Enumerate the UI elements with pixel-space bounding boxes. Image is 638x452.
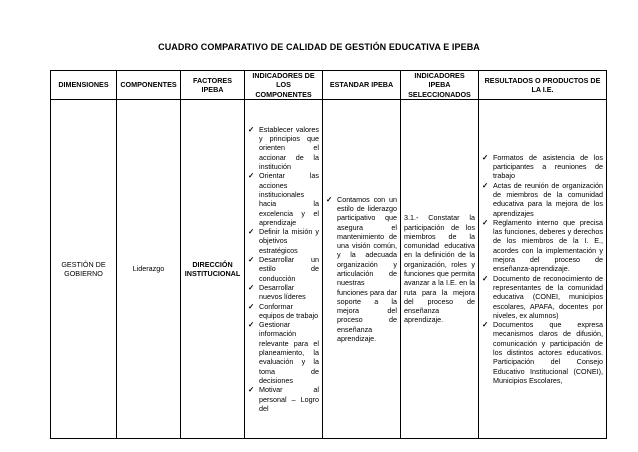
list-item: ✓ Documentos que expresa mecanismos claros de difusión, comunicación y participación de los distintos actores educativos. Participación del Consejo Educativo Institucional (CONEI), Municipios Escolares,	[482, 320, 603, 385]
cell-indicador-ipeba	[401, 100, 479, 439]
cell-indicadores	[245, 100, 323, 439]
estandar-list	[326, 195, 397, 344]
cell-estandar	[323, 100, 401, 439]
header-indicadores-componentes: INDICADORES DE LOS COMPONENTES	[245, 71, 323, 100]
header-resultados: RESULTADOS O PRODUCTOS DE LA I.E.	[479, 71, 607, 100]
header-factores: FACTORES IPEBA	[181, 71, 245, 100]
indicador-ipeba-text: 3.1.- Constatar la participación de los miembros de la comunidad educativa en la definición de la organización, roles y funciones que permita avanzar a la I.E. en la ruta para la mejora del proceso de enseñanza aprendizaje.	[404, 213, 475, 325]
list-item: ✓ Definir la misión y objetivos estratégicos	[248, 227, 319, 255]
list-item: ✓ Reglamento interno que precisa las funciones, deberes y derechos de los miembros de la I. E., acordes con la implementación y mejora del proceso de enseñanza-aprendizaje.	[482, 218, 603, 274]
cell-componente: Liderazgo	[117, 100, 181, 439]
cell-dimension: GESTIÓN DE GOBIERNO	[51, 100, 117, 439]
list-item: ✓ Contamos con un estilo de liderazgo participativo que asegura el mantenimiento de una visión común, y la adecuada organización y articulación de nuestras funciones para dar soporte a la mejora del proceso de enseñanza aprendizaje.	[326, 195, 397, 344]
header-indicadores-ipeba: INDICADORES IPEBA SELECCIONADOS	[401, 71, 479, 100]
list-item: ✓ Gestionar información relevante para el planeamiento, la evaluación y la toma de decisiones	[248, 320, 319, 385]
list-item: ✓ Actas de reunión de organización de miembros de la comunidad educativa para la mejora de los aprendizajes	[482, 181, 603, 218]
cell-resultados	[479, 100, 607, 439]
list-item: ✓ Establecer valores y principios que orienten el accionar de la institución	[248, 125, 319, 171]
indicadores-list	[248, 125, 319, 413]
page-title: CUADRO COMPARATIVO DE CALIDAD DE GESTIÓN EDUCATIVA E IPEBA	[158, 42, 480, 52]
list-item: ✓ Conformar equipos de trabajo	[248, 302, 319, 321]
list-item: ✓ Motivar al personal – Logro del	[248, 385, 319, 413]
list-item: ✓ Desarrollar nuevos líderes	[248, 283, 319, 302]
cell-factor: DIRECCIÓN INSTITUCIONAL	[181, 100, 245, 439]
table-row	[51, 100, 607, 439]
list-item: ✓ Documento de reconocimiento de representantes de la comunidad educativa (CONEI, municipios escolares, APAFA, docentes por niveles, ex alumnos)	[482, 274, 603, 320]
header-row	[51, 71, 607, 100]
header-estandar: ESTANDAR IPEBA	[323, 71, 401, 100]
header-dimensiones: DIMENSIONES	[51, 71, 117, 100]
comparison-table	[50, 70, 607, 439]
list-item: ✓ Orientar las acciones institucionales hacia la excelencia y el aprendizaje	[248, 171, 319, 227]
list-item: ✓ Formatos de asistencia de los participantes a reuniones de trabajo	[482, 153, 603, 181]
list-item: ✓ Desarrollar un estilo de conducción	[248, 255, 319, 283]
resultados-list	[482, 153, 603, 385]
header-componentes: COMPONENTES	[117, 71, 181, 100]
